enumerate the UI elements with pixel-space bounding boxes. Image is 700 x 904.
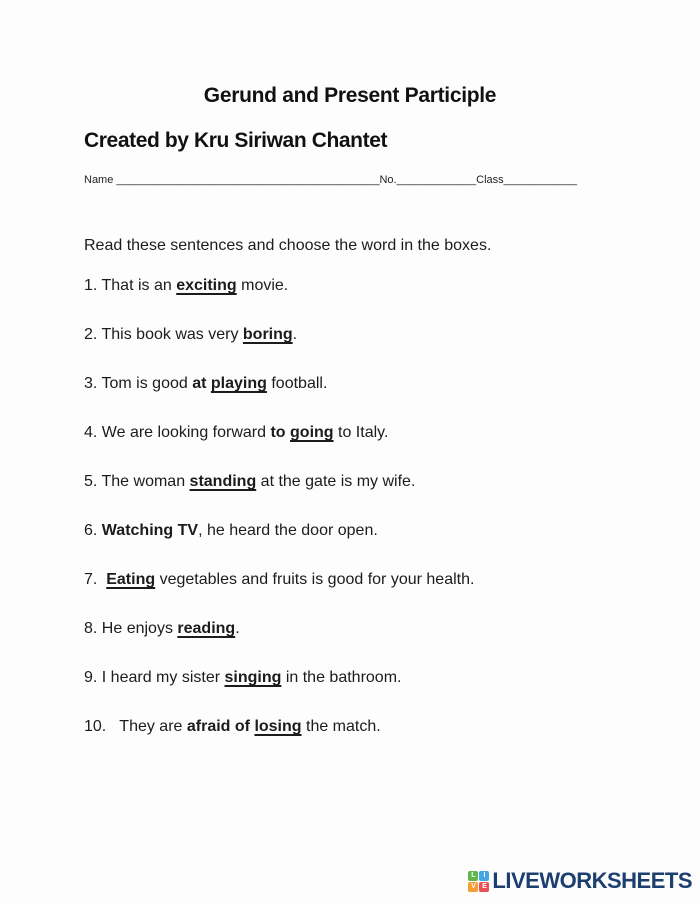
sentence-list xyxy=(84,276,670,766)
class-label: Class xyxy=(476,174,504,186)
sentence xyxy=(84,668,670,688)
sentence-segment: movie. xyxy=(236,277,289,294)
sentence-segment: Eating xyxy=(106,571,156,588)
sentence-segment: 6. xyxy=(84,522,102,539)
instructions-text: Read these sentences and choose the word in the boxes. xyxy=(84,237,492,254)
sentence-segment: 10. They are xyxy=(84,718,187,735)
sentence-segment: Watching TV xyxy=(101,522,199,539)
no-label: No. xyxy=(379,174,397,186)
sentence-segment: vegetables and fruits is good for your health. xyxy=(155,571,475,588)
sentence-segment: exciting xyxy=(176,277,237,294)
sentence-segment: 4. We are looking forward xyxy=(84,424,271,441)
sentence-segment: 2. This book was very xyxy=(84,326,243,343)
sentence-segment: singing xyxy=(224,669,282,686)
sentence xyxy=(84,325,670,345)
sentence xyxy=(84,423,670,443)
sentence-segment: to Italy. xyxy=(333,424,389,441)
name-label: Name xyxy=(84,174,117,186)
sentence-segment: losing xyxy=(254,718,302,735)
sentence-segment: . xyxy=(235,620,240,637)
sentence xyxy=(84,276,670,296)
sentence xyxy=(84,619,670,639)
sentence-segment: 3. Tom is good xyxy=(84,375,193,392)
sentence-segment: . xyxy=(292,326,298,343)
sentence-segment: in the bathroom. xyxy=(281,669,402,686)
sentence-segment: standing xyxy=(189,473,257,490)
sentence-segment: at the gate is my wife. xyxy=(256,473,416,490)
sentence-segment: 9. I heard my sister xyxy=(84,669,225,686)
logo-letter-e-icon: E xyxy=(479,882,489,892)
sentence-segment: 7. xyxy=(84,571,107,588)
sentence-segment: afraid of xyxy=(186,718,255,735)
sentence xyxy=(84,374,670,394)
no-blank: _____________ xyxy=(396,174,477,186)
liveworksheets-icon xyxy=(468,871,489,892)
sentence-segment: to xyxy=(270,424,291,441)
page-title: Gerund and Present Participle xyxy=(203,84,497,107)
sentence xyxy=(84,472,670,492)
logo-letter-i-icon: I xyxy=(479,871,489,881)
sentence-segment: at xyxy=(192,375,211,392)
name-blank: ___________________________________________ xyxy=(116,174,380,186)
sentence xyxy=(84,570,670,590)
sentence-segment: the match. xyxy=(301,718,381,735)
sentence-segment: , he heard the door open. xyxy=(198,522,378,539)
sentence-segment: reading xyxy=(177,620,236,637)
student-info-line xyxy=(84,174,640,186)
sentence-segment: going xyxy=(290,424,334,441)
sentence xyxy=(84,521,670,541)
sentence-segment: playing xyxy=(210,375,267,392)
logo-letter-l-icon: L xyxy=(468,871,478,881)
class-blank: ____________ xyxy=(503,174,578,186)
sentence-segment: 8. He enjoys xyxy=(84,620,178,637)
sentence-segment: boring xyxy=(242,326,293,343)
sentence-segment: 5. The woman xyxy=(84,473,190,490)
sentence-segment: football. xyxy=(266,375,328,392)
logo-letter-v-icon: V xyxy=(468,882,478,892)
liveworksheets-logo[interactable] xyxy=(468,868,692,894)
sentence-segment: 1. That is an xyxy=(84,277,177,294)
author-line: Created by Kru Siriwan Chantet xyxy=(84,129,388,152)
liveworksheets-wordmark: LIVEWORKSHEETS xyxy=(492,868,692,893)
sentence xyxy=(84,717,670,737)
